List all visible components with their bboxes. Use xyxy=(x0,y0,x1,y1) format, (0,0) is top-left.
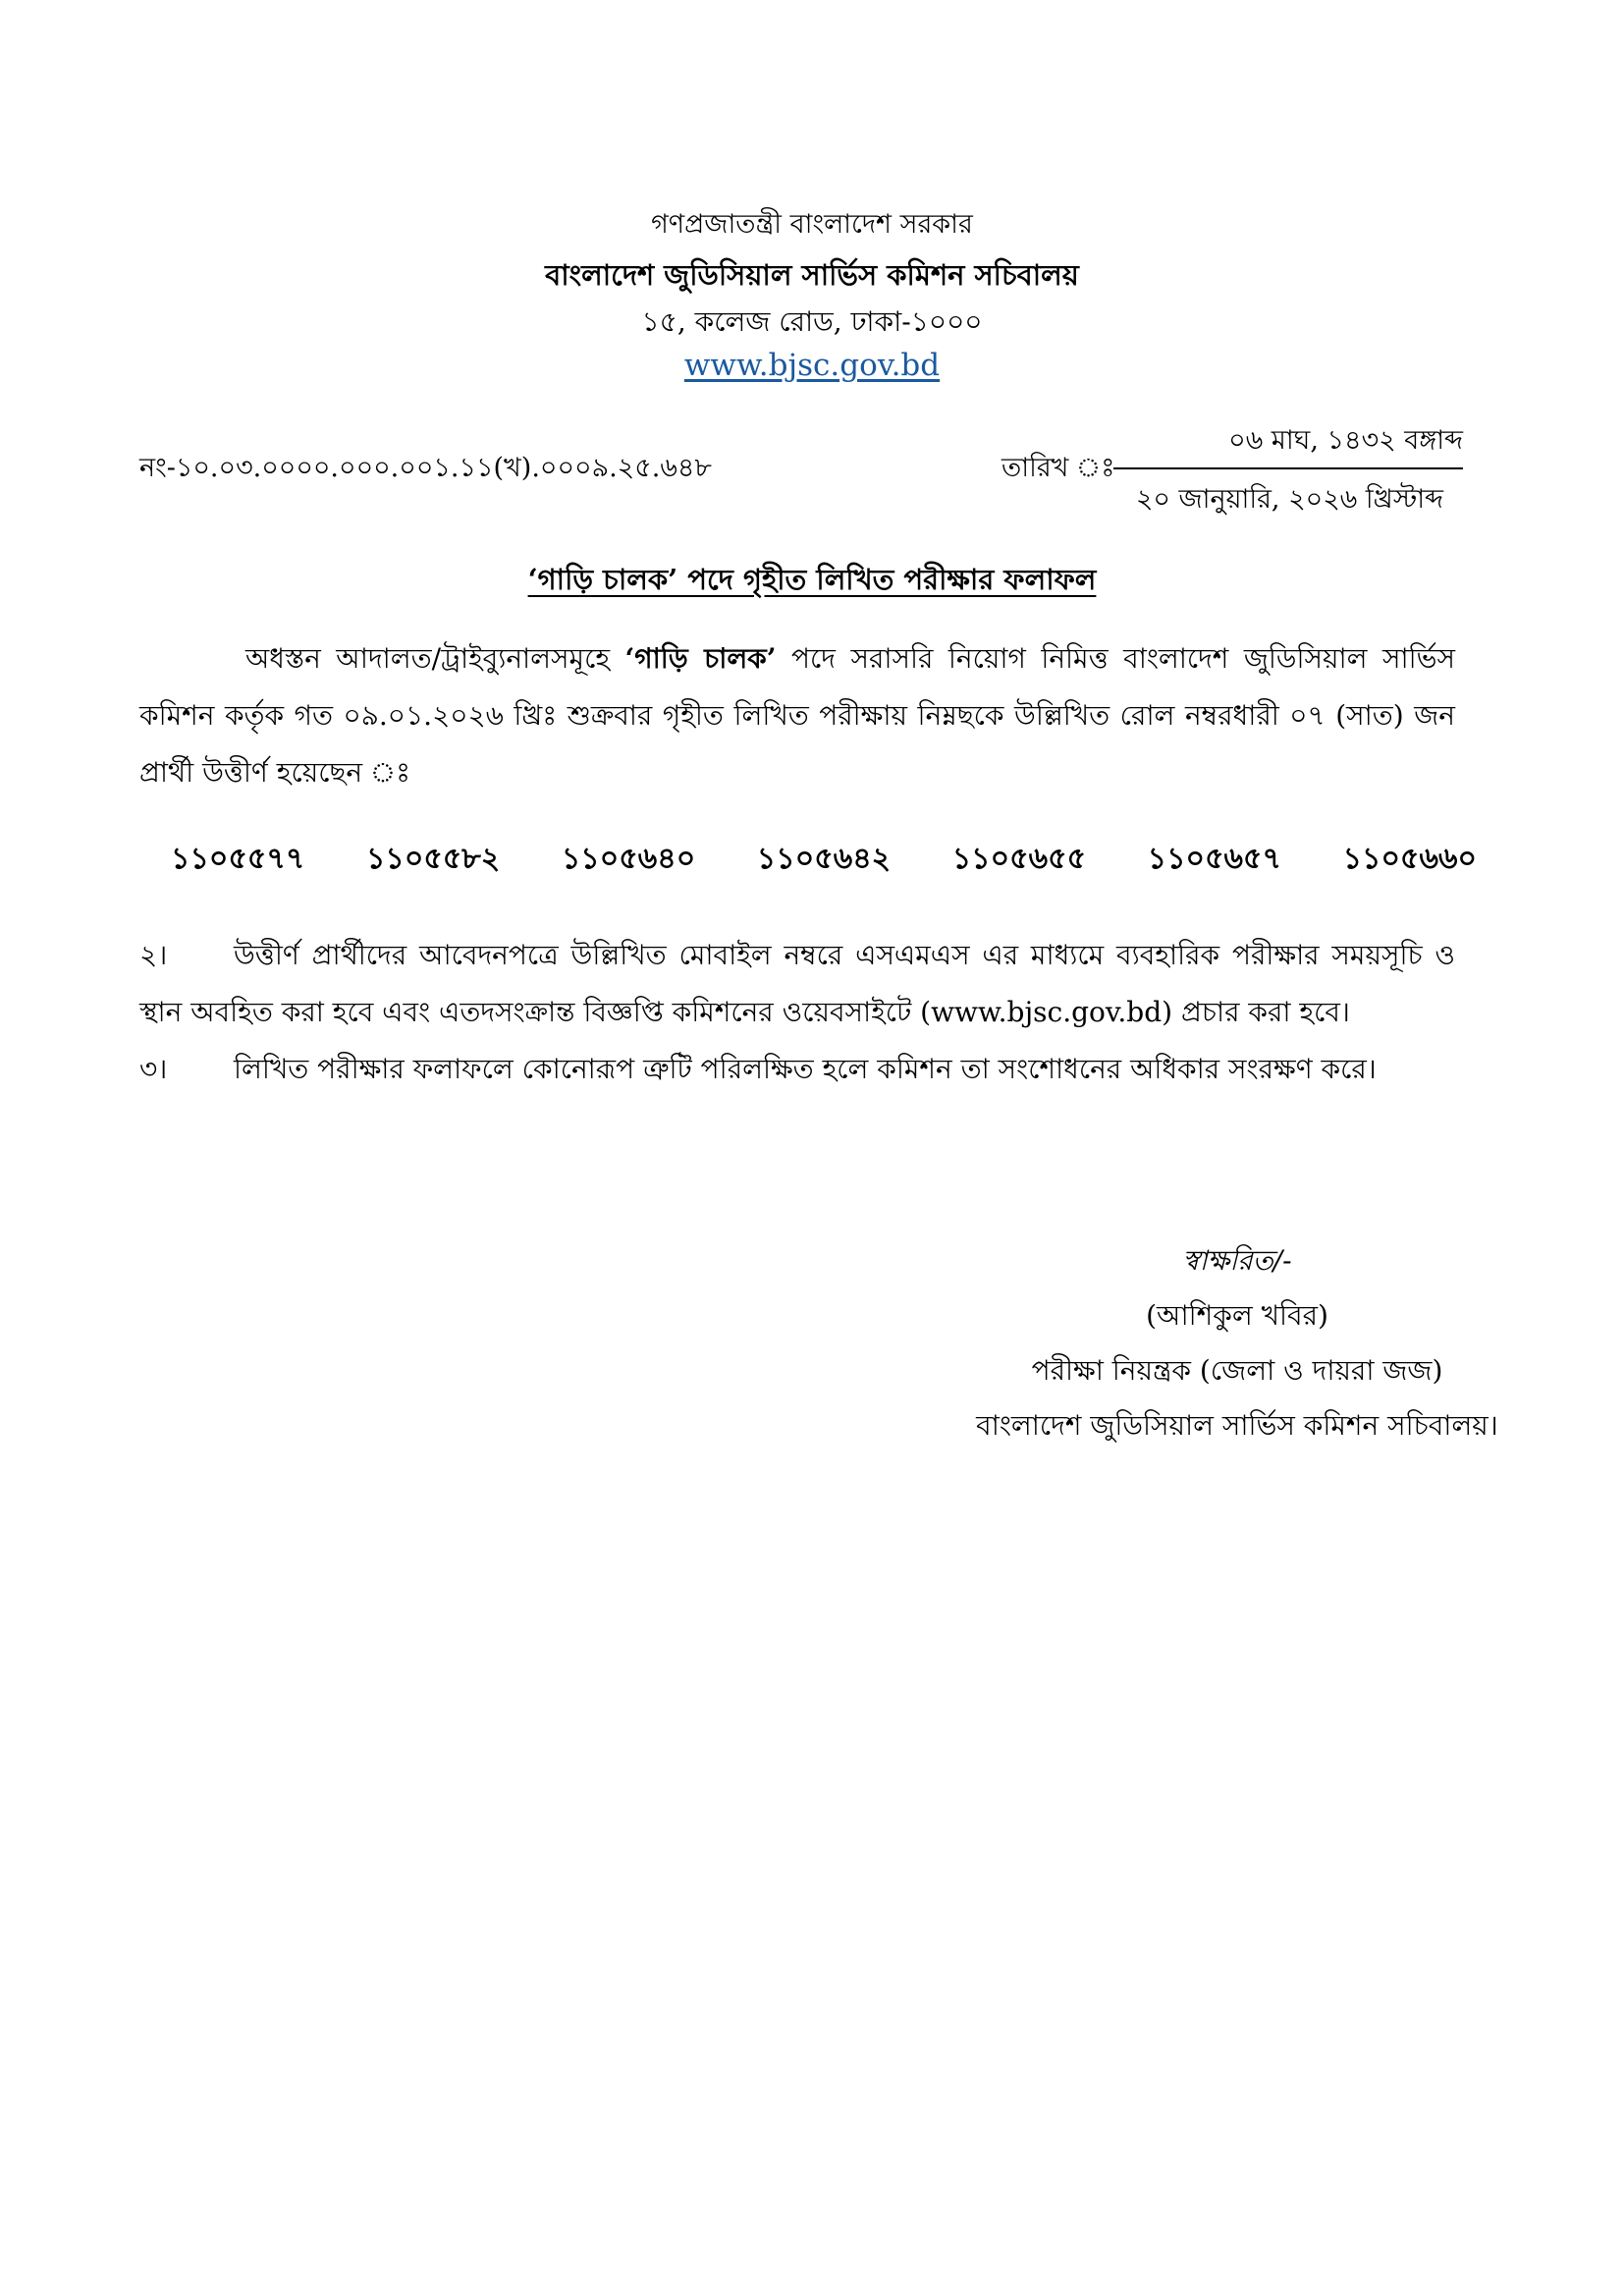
date-bangla: ০৬ মাঘ, ১৪৩২ বঙ্গাব্দ xyxy=(1228,425,1463,456)
office-address: ১৫, কলেজ রোড, ঢাকা-১০০০ xyxy=(641,305,983,338)
date-divider xyxy=(1113,467,1463,469)
website-link[interactable]: www.bjsc.gov.bd xyxy=(683,348,941,383)
point-2-text: উত্তীর্ণ প্রার্থীদের আবেদনপত্রে উল্লিখিত মোবাইল নম্বরে এসএমএস এর মাধ্যমে ব্যবহারিক পরীক্ষার সময়সূচি ও স্থান অবহিত করা হবে এবং এতদসংক্রান্ত বিজ্ঞপ্তি কমিশনের ওয়েবসাইটে (www.bjsc.gov.bd) প্রচার করা হবে। xyxy=(139,939,1455,1028)
intro-text-2: পদে সরাসরি নিয়োগ নিমিত্ত বাংলাদেশ জুডিসিয়াল সার্ভিস কমিশন কর্তৃক গত ০৯.০১.২০২৬ খ্রিঃ শুক্রবার গৃহীত লিখিত পরীক্ষায় নিম্নছকে উল্লিখিত রোল নম্বরধারী ০৭ (সাত) জন প্রার্থী উত্তীর্ণ হয়েছেন ঃ xyxy=(139,642,1455,789)
intro-post-name: ‘গাড়ি চালক’ xyxy=(624,642,777,675)
notice-title-text: ‘গাড়ি চালক’ পদে গৃহীত লিখিত পরীক্ষার ফলাফল xyxy=(527,563,1097,596)
memo-number: নং-১০.০৩.০০০০.০০০.০০১.১১(খ).০০০৯.২৫.৬৪৮ xyxy=(139,453,712,483)
roll-number: ১১০৫৬৫৫ xyxy=(951,842,1087,876)
roll-number: ১১০৫৬৬০ xyxy=(1342,842,1477,876)
point-2-number: ২। xyxy=(139,939,168,971)
roll-number: ১১০৫৬৪২ xyxy=(756,842,892,876)
signatory-designation: পরীক্ষা নিয়ন্ত্রক (জেলা ও দায়রা জজ) xyxy=(1031,1354,1443,1387)
point-3-text: লিখিত পরীক্ষার ফলাফলে কোনোরূপ ত্রুটি পরিলক্ষিত হলে কমিশন তা সংশোধনের অধিকার সংরক্ষণ করে। xyxy=(234,1053,1377,1085)
office-name: বাংলাদেশ জুডিসিয়াল সার্ভিস কমিশন সচিবালয় xyxy=(545,258,1079,292)
signed-mark: স্বাক্ষরিত/- xyxy=(1182,1244,1292,1277)
signatory-office: বাংলাদেশ জুডিসিয়াল সার্ভিস কমিশন সচিবালয়। xyxy=(976,1409,1498,1442)
date-english: ২০ জানুয়ারি, ২০২৬ খ্রিস্টাব্দ xyxy=(1135,484,1443,515)
roll-number: ১১০৫৫৭৭ xyxy=(171,842,305,876)
intro-paragraph xyxy=(139,630,1455,801)
point-2 xyxy=(139,927,1455,1041)
roll-number: ১১০৫৬৪০ xyxy=(561,842,696,876)
government-name: গণপ্রজাতন্ত্রী বাংলাদেশ সরকার xyxy=(651,209,973,240)
roll-number-list xyxy=(171,835,1477,885)
signatory-name: (আশিকুল খবির) xyxy=(1146,1299,1328,1332)
intro-text-1: অধস্তন আদালত/ট্রাইব্যুনালসমূহে xyxy=(245,642,625,675)
date-label: তারিখ ঃ xyxy=(1001,453,1115,483)
roll-number: ১১০৫৫৮২ xyxy=(365,842,501,876)
roll-number: ১১০৫৬৫৭ xyxy=(1147,842,1282,876)
point-3-number: ৩। xyxy=(139,1053,168,1085)
notice-title xyxy=(0,558,1624,606)
point-3 xyxy=(139,1041,1455,1098)
